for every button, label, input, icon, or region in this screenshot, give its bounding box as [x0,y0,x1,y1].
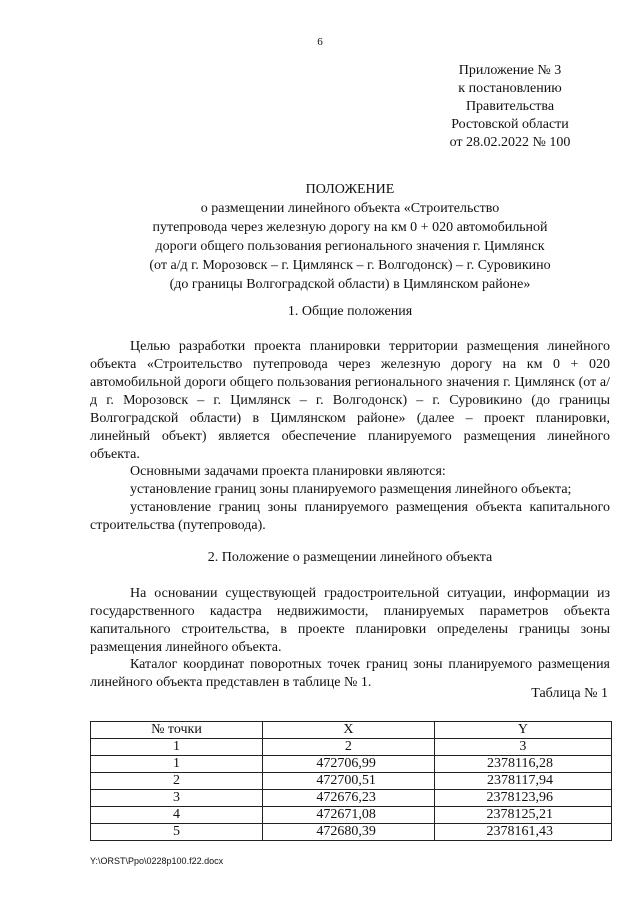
table-numbering-row [91,739,612,756]
coordinates-table [90,721,612,841]
x-value: 472671,08 [262,807,434,824]
x-value: 472706,99 [262,756,434,773]
section1-paragraph: Основными задачами проекта планировки являются: [130,464,446,479]
title-line: дороги общего пользования регионального значения г. Цимлянск [155,239,545,254]
section2-paragraph: На основании существующей градостроительной ситуации, информации из государственного кадастра недвижимости, планируемых параметров объекта капитального строительства, в проекте планировки определены границы зоны размещения линейного объекта. [90,586,610,655]
x-value: 472676,23 [262,790,434,807]
section1-paragraph: установление границ зоны планируемого размещения объекта капитального строительства (путепровода). [90,500,610,533]
y-value: 2378116,28 [434,756,611,773]
y-value: 2378117,94 [434,773,611,790]
appendix-line: к постановлению [458,81,562,96]
table-header-row [91,722,612,739]
appendix-line: Правительства [465,99,555,114]
point-number: 4 [91,807,263,824]
y-value: 2378125,21 [434,807,611,824]
title-heading: ПОЛОЖЕНИЕ [305,182,395,197]
point-number: 5 [91,824,263,841]
table-cell: 2 [262,739,434,756]
table-caption: Таблица № 1 [531,686,608,701]
point-number: 3 [91,790,263,807]
table-row [91,756,612,773]
header-x: X [262,722,434,739]
table-row [91,773,612,790]
y-value: 2378123,96 [434,790,611,807]
appendix-line: от 28.02.2022 № 100 [449,135,571,150]
x-value: 472680,39 [262,824,434,841]
page-number: 6 [317,36,323,48]
appendix-block [420,62,600,152]
section1-paragraph: Целью разработки проекта планировки территории размещения линейного объекта «Строительство путепровода через железную дорогу на км 0 + 020 автомобильной дороги общего пользования регионального значения г. Цимлянск (от а/д г. Морозовск – г. Цимлянск – г. Волгодонск) – г. Суровикино (до границы Волгоградской области) в Цимлянском районе» (далее – проект планировки, линейный объект) является обеспечение планируемого размещения линейного объекта. [90,339,610,462]
section1-paragraph: установление границ зоны планируемого размещения линейного объекта; [130,482,572,497]
title-line: (от а/д г. Морозовск – г. Цимлянск – г. Волгодонск) – г. Суровикино [149,258,551,273]
appendix-line: Ростовской области [451,117,569,132]
table-row [91,807,612,824]
title-line: о размещении линейного объекта «Строительство [200,201,500,216]
table-row [91,790,612,807]
section1-heading: 1. Общие положения [287,304,413,319]
point-number: 1 [91,756,263,773]
document-title [90,180,610,294]
x-value: 472700,51 [262,773,434,790]
table-cell: 1 [91,739,263,756]
header-point: № точки [91,722,263,739]
title-line: (до границы Волгоградской области) в Цимлянском районе» [169,277,531,292]
title-line: путепровода через железную дорогу на км 0 + 020 автомобильной [152,220,548,235]
header-y: Y [434,722,611,739]
point-number: 2 [91,773,263,790]
table-row [91,824,612,841]
section2-heading: 2. Положение о размещении линейного объекта [207,550,493,565]
file-path-footer: Y:\ORST\Ppo\0228p100.f22.docx [90,856,224,866]
section2-paragraph: Каталог координат поворотных точек границ зоны планируемого размещения линейного объекта представлен в таблице № 1. [90,657,610,690]
appendix-line: Приложение № 3 [458,63,562,78]
table-cell: 3 [434,739,611,756]
y-value: 2378161,43 [434,824,611,841]
